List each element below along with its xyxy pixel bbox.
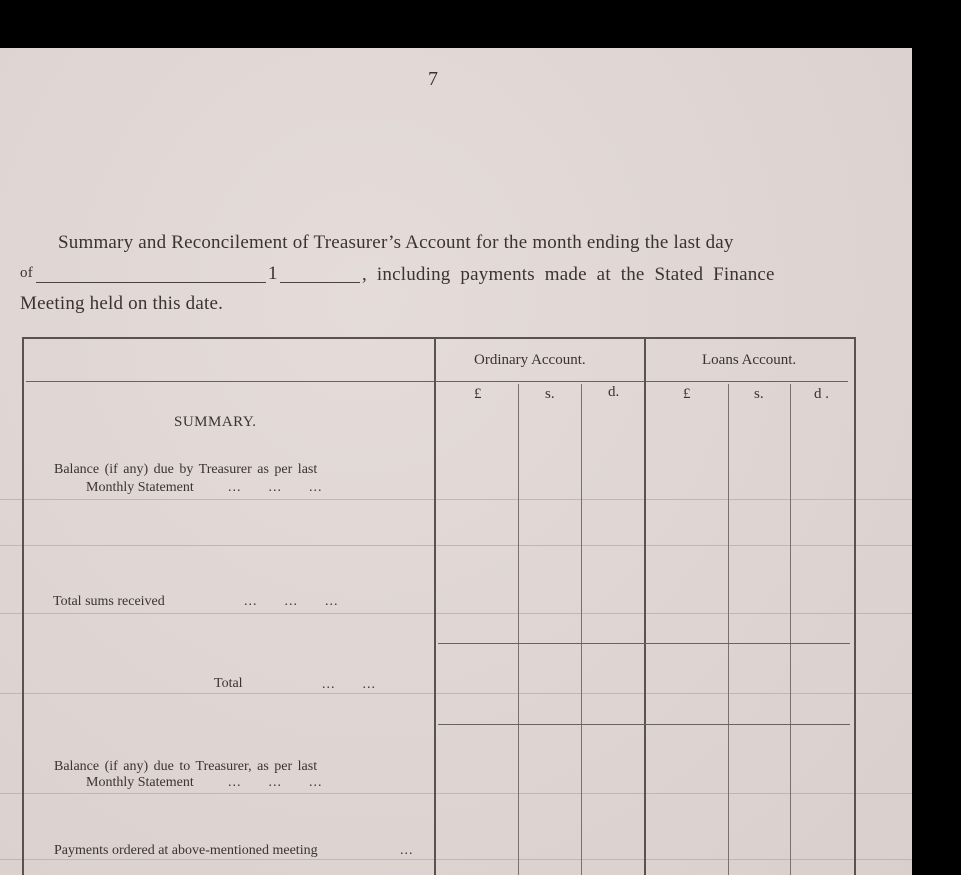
row-total-sums-received: Total sums received [53, 594, 165, 609]
col-divider [790, 384, 791, 875]
row-total: Total [214, 676, 243, 691]
row-balance-due-to-treasurer-line2: Monthly Statement [86, 775, 194, 790]
row-dots: ... ... ... [228, 480, 323, 495]
loans-account-header: Loans Account. [702, 352, 797, 368]
row-balance-due-to-treasurer: Balance (if any) due to Treasurer, as per last [54, 759, 318, 774]
sum-rule [438, 643, 850, 644]
shillings-header: s. [754, 386, 764, 402]
row-balance-due-by-treasurer-line2: Monthly Statement [86, 480, 194, 495]
header-divider [26, 381, 848, 382]
row-dots: ... ... ... [244, 594, 339, 609]
ledger-page [0, 48, 912, 875]
row-dots: ... ... [322, 677, 376, 692]
year-prefix: 1 [268, 263, 278, 284]
heading-line-3: Meeting held on this date. [20, 293, 224, 314]
heading-line-1: Summary and Reconcilement of Treasurer’s Account for the month ending the last day [58, 232, 734, 253]
heading-line-2-rest: , including payments made at the Stated Finance [362, 264, 775, 285]
page-number: 7 [428, 68, 438, 90]
pounds-header: £ [474, 386, 482, 402]
shillings-header: s. [545, 386, 555, 402]
ordinary-account-header: Ordinary Account. [474, 352, 586, 368]
summary-title: SUMMARY. [174, 414, 257, 430]
col-divider [518, 384, 519, 875]
label-column-divider [434, 339, 436, 875]
year-blank [280, 282, 360, 283]
col-divider [728, 384, 729, 875]
row-dots: ... ... ... [228, 775, 323, 790]
sum-rule [438, 724, 850, 725]
heading-of: of [20, 265, 33, 281]
pence-header: d. [608, 384, 620, 400]
col-divider [581, 384, 582, 875]
group-divider [644, 339, 646, 875]
month-blank [36, 282, 266, 283]
pounds-header: £ [683, 386, 691, 402]
row-balance-due-by-treasurer: Balance (if any) due by Treasurer as per last [54, 462, 318, 477]
pence-header: d . [814, 386, 829, 402]
row-payments-ordered: Payments ordered at above-mentioned meeting [54, 843, 318, 858]
row-dots: ... [400, 843, 414, 858]
